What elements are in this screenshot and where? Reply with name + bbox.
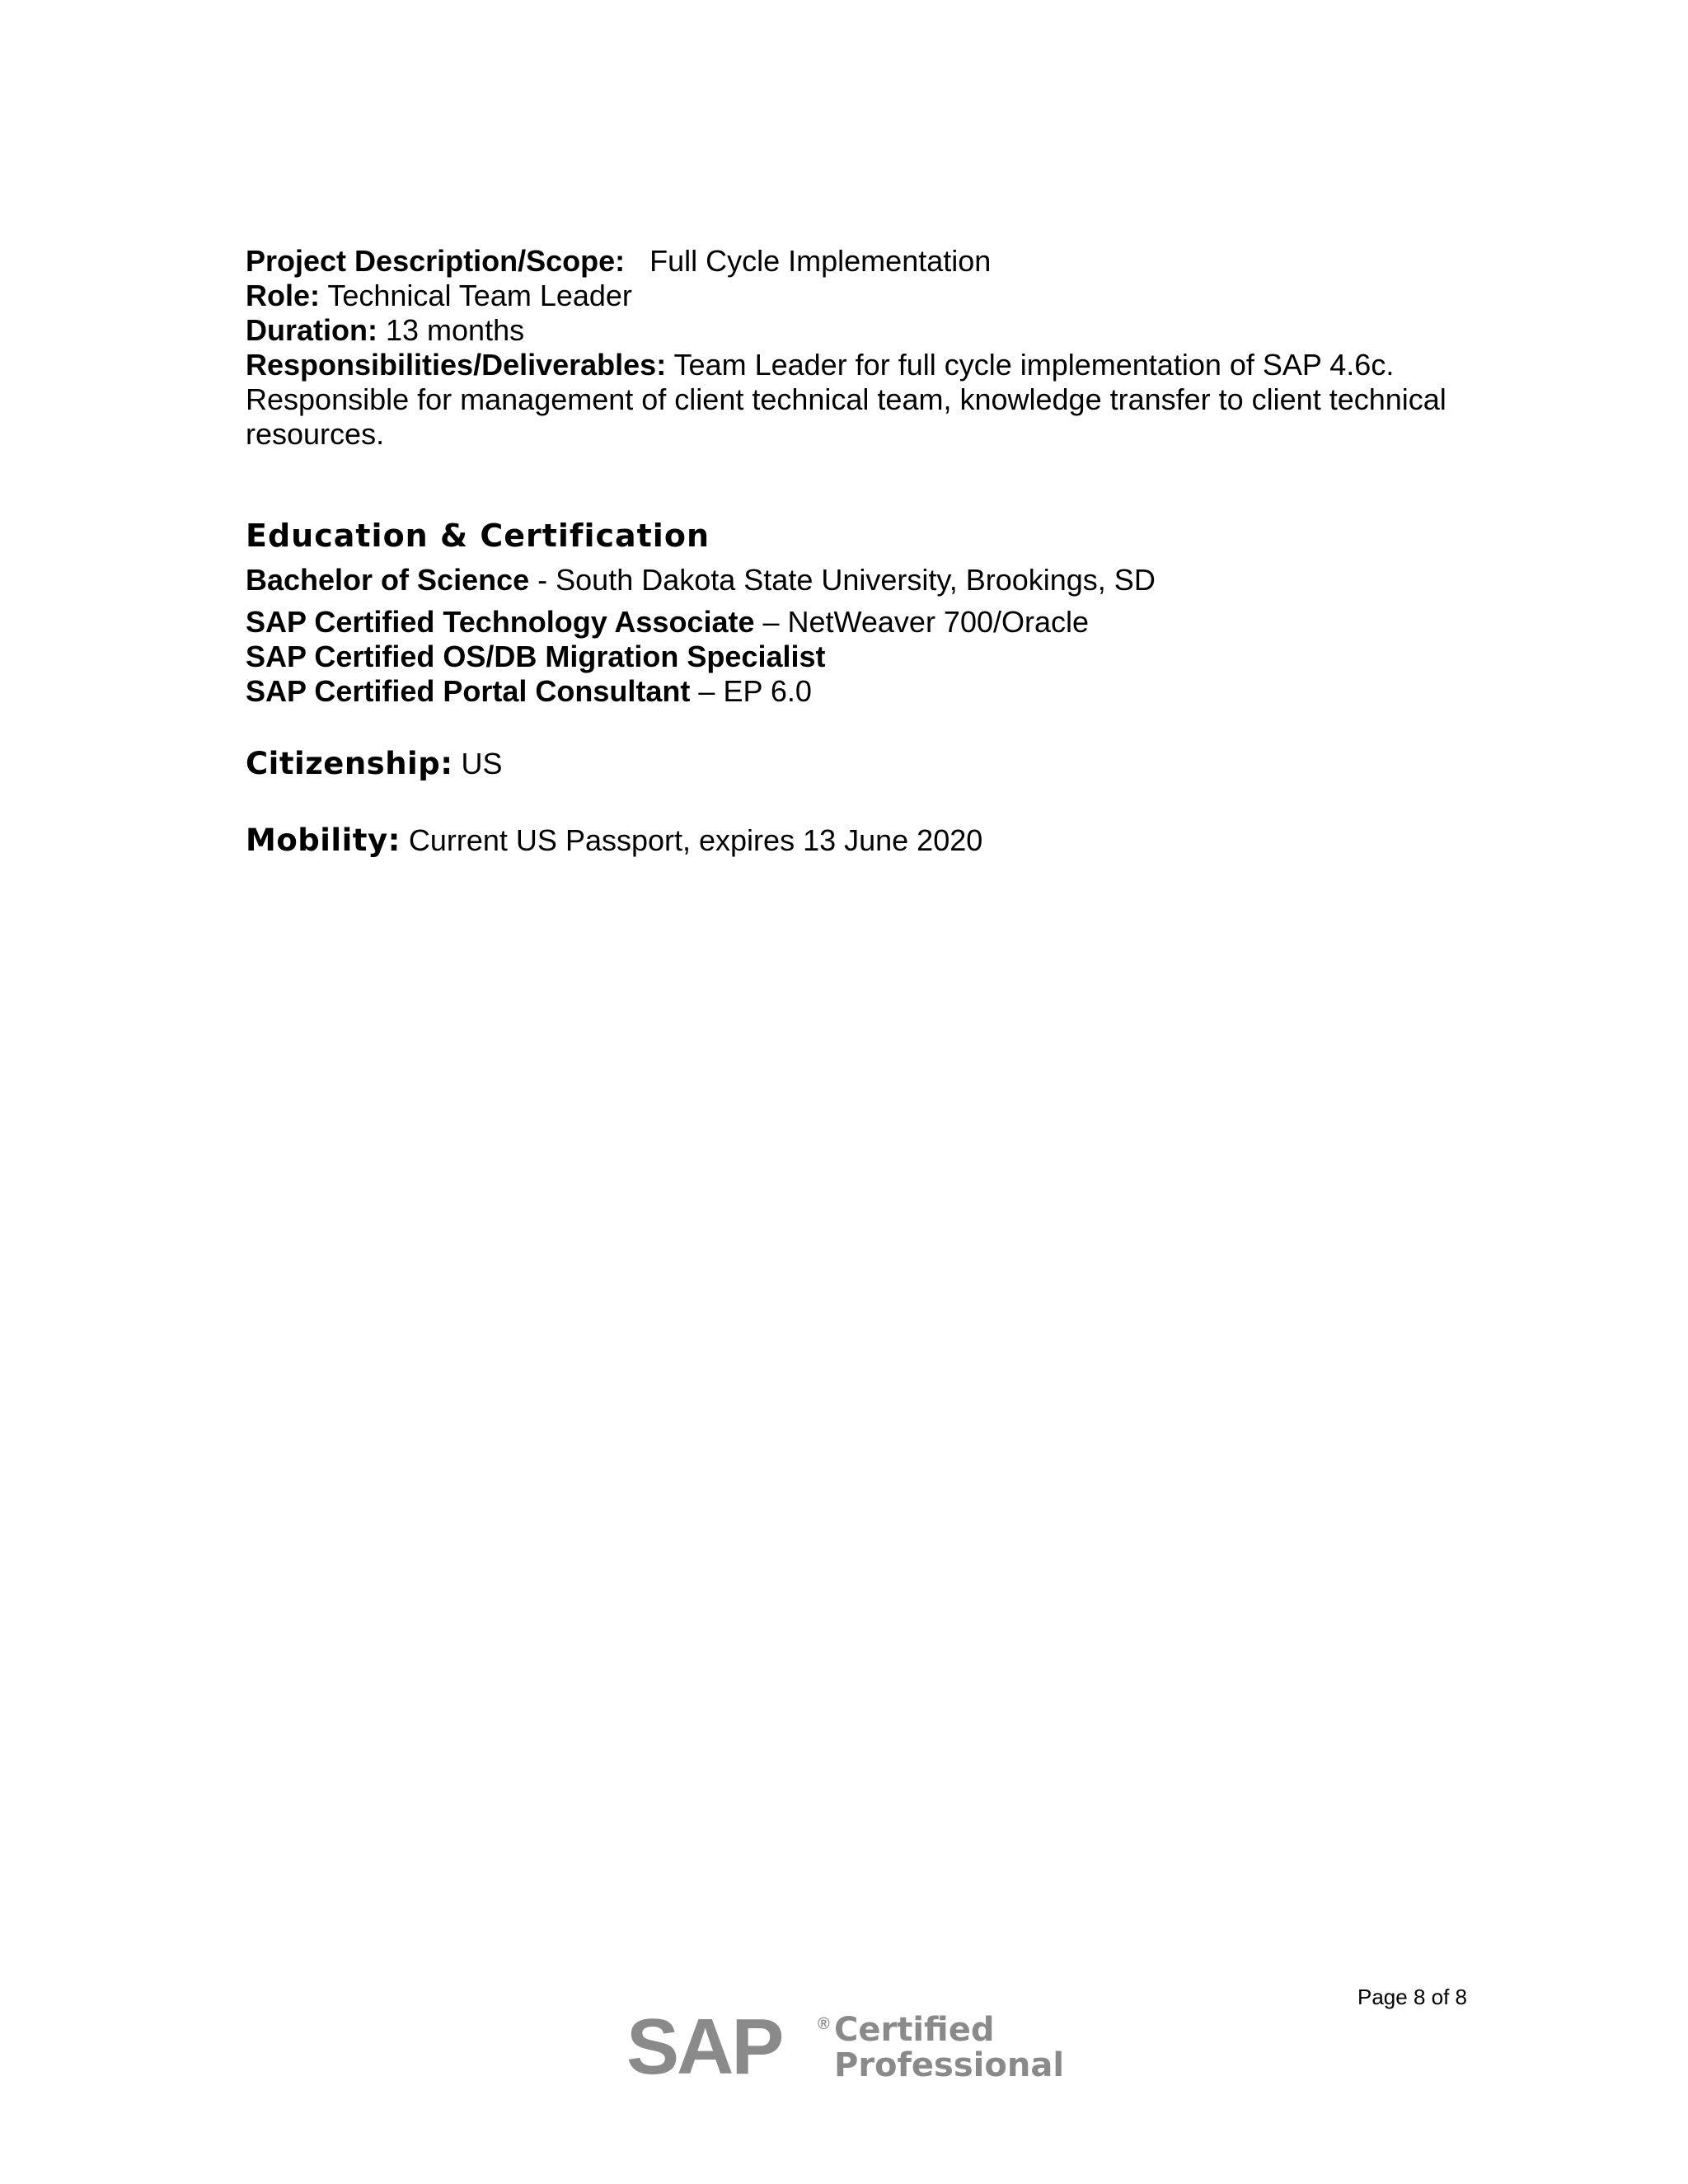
project-responsibilities-line-2: Responsible for management of client technical team, knowledge transfer to client technical bbox=[246, 382, 1447, 416]
citizenship-label: Citizenship: bbox=[246, 746, 453, 781]
citizenship-value: US bbox=[461, 747, 503, 780]
mobility-label: Mobility: bbox=[246, 823, 401, 858]
degree-label: Bachelor of Science bbox=[246, 563, 530, 597]
project-role-line bbox=[246, 279, 1482, 313]
citizenship-line bbox=[246, 747, 1482, 781]
project-responsibilities-line-3: resources. bbox=[246, 417, 385, 451]
page-number: Page 8 of 8 bbox=[1357, 1985, 1467, 2009]
education-section bbox=[246, 563, 1482, 598]
project-responsibilities-label: Responsibilities/Deliverables: bbox=[246, 348, 667, 382]
mobility-line bbox=[246, 823, 1482, 858]
mobility-value: Current US Passport, expires 13 June 2020 bbox=[408, 823, 983, 857]
project-duration-label: Duration: bbox=[246, 313, 377, 347]
education-heading: Education & Certification bbox=[246, 518, 710, 554]
project-duration-line bbox=[246, 313, 1482, 348]
logo-certified-text: Certified bbox=[834, 2011, 995, 2049]
cert-technology-associate-label: SAP Certified Technology Associate bbox=[246, 605, 755, 639]
project-duration-value: 13 months bbox=[386, 313, 525, 347]
cert-technology-associate-line bbox=[246, 605, 1482, 640]
project-role-label: Role: bbox=[246, 279, 320, 312]
project-scope-line bbox=[246, 244, 1482, 279]
logo-registered-mark: ® bbox=[818, 2015, 830, 2033]
cert-portal-consultant-value: – EP 6.0 bbox=[698, 674, 812, 708]
project-responsibilities-value: Team Leader for full cycle implementation of SAP 4.6c. bbox=[673, 348, 1395, 382]
cert-portal-consultant-line bbox=[246, 674, 1482, 709]
logo-sap-text: SAP bbox=[626, 2008, 782, 2082]
logo-professional-text: Professional bbox=[834, 2046, 1065, 2082]
sap-certified-professional-logo bbox=[626, 2008, 1088, 2082]
project-role-value: Technical Team Leader bbox=[327, 279, 632, 312]
project-scope-label: Project Description/Scope: bbox=[246, 244, 626, 278]
citizenship-section bbox=[246, 747, 1482, 781]
mobility-section bbox=[246, 823, 1482, 858]
project-responsibilities-line bbox=[246, 348, 1482, 382]
project-scope-value: Full Cycle Implementation bbox=[649, 244, 992, 278]
degree-line bbox=[246, 563, 1482, 598]
degree-value: - South Dakota State University, Brookings, SD bbox=[537, 563, 1156, 597]
cert-osdb-migration-label: SAP Certified OS/DB Migration Specialist bbox=[246, 640, 826, 673]
certification-list bbox=[246, 605, 1482, 709]
cert-portal-consultant-label: SAP Certified Portal Consultant bbox=[246, 674, 691, 708]
project-section bbox=[246, 244, 1482, 452]
cert-technology-associate-value: – NetWeaver 700/Oracle bbox=[762, 605, 1090, 639]
